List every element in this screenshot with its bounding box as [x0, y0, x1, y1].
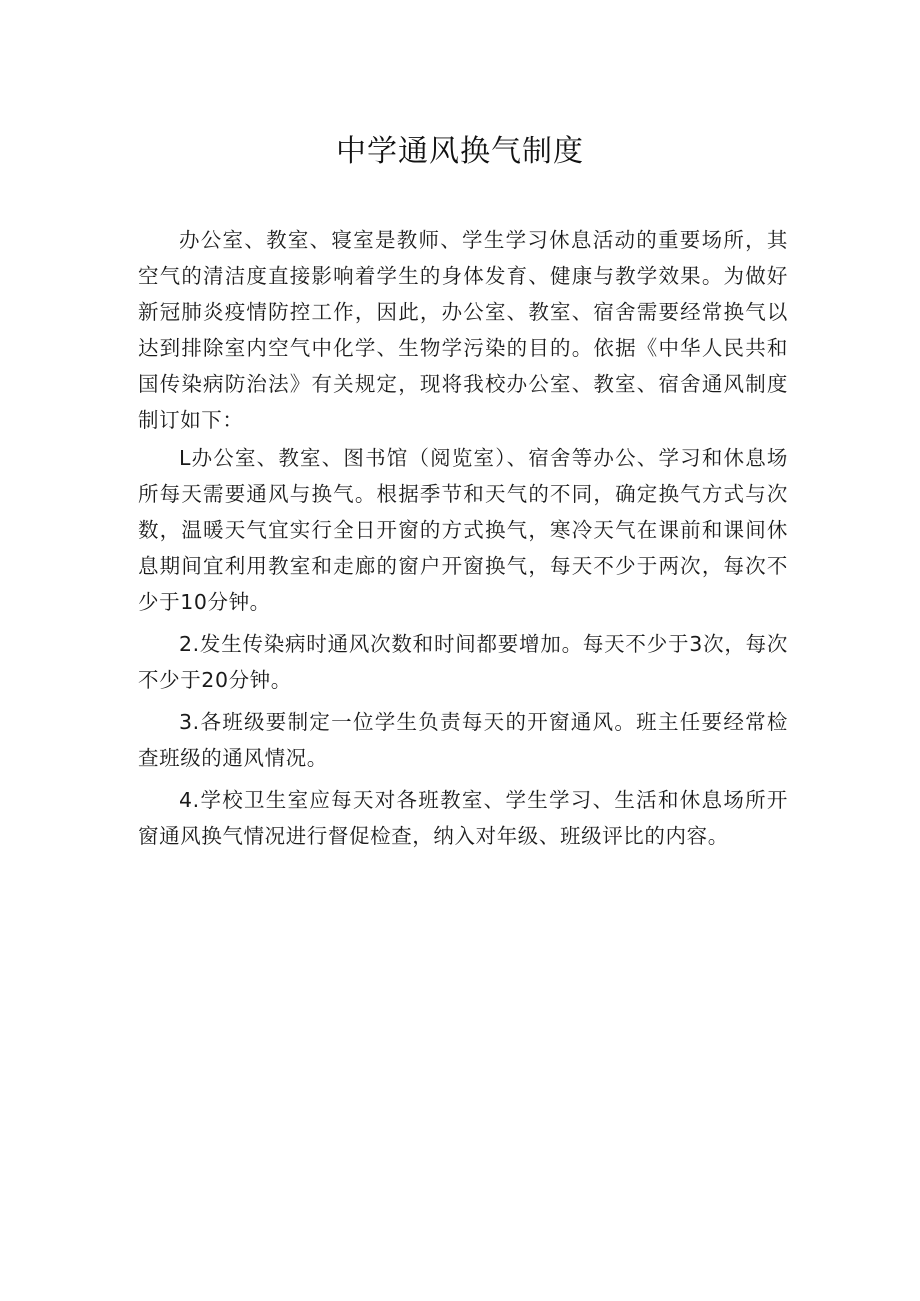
paragraph-item-4: 4.学校卫生室应每天对各班教室、学生学习、生活和休息场所开窗通风换气情况进行督促检查，纳入对年级、班级评比的内容。 — [138, 788, 788, 848]
paragraph-intro: 办公室、教室、寝室是教师、学生学习休息活动的重要场所，其空气的清洁度直接影响着学生的身体发育、健康与教学效果。为做好新冠肺炎疫情防控工作，因此，办公室、教室、宿舍需要经常换气以达到排除室内空气中化学、生物学污染的目的。依据《中华人民共和国传染病防治法》有关规定，现将我校办公室、教室、宿舍通风制度制订如下： — [138, 228, 788, 432]
paragraph-item-2: 2.发生传染病时通风次数和时间都要增加。每天不少于3次，每次不少于20分钟。 — [138, 632, 788, 692]
paragraph-item-3: 3.各班级要制定一位学生负责每天的开窗通风。班主任要经常检查班级的通风情况。 — [138, 710, 788, 770]
document-body — [138, 222, 788, 854]
paragraph-item-1: L办公室、教室、图书馆（阅览室）、宿舍等办公、学习和休息场所每天需要通风与换气。根据季节和天气的不同，确定换气方式与次数，温暖天气宜实行全日开窗的方式换气，寒冷天气在课前和课间休息期间宜利用教室和走廊的窗户开窗换气，每天不少于两次，每次不少于10分钟。 — [138, 446, 788, 614]
document-title: 中学通风换气制度 — [336, 134, 584, 169]
